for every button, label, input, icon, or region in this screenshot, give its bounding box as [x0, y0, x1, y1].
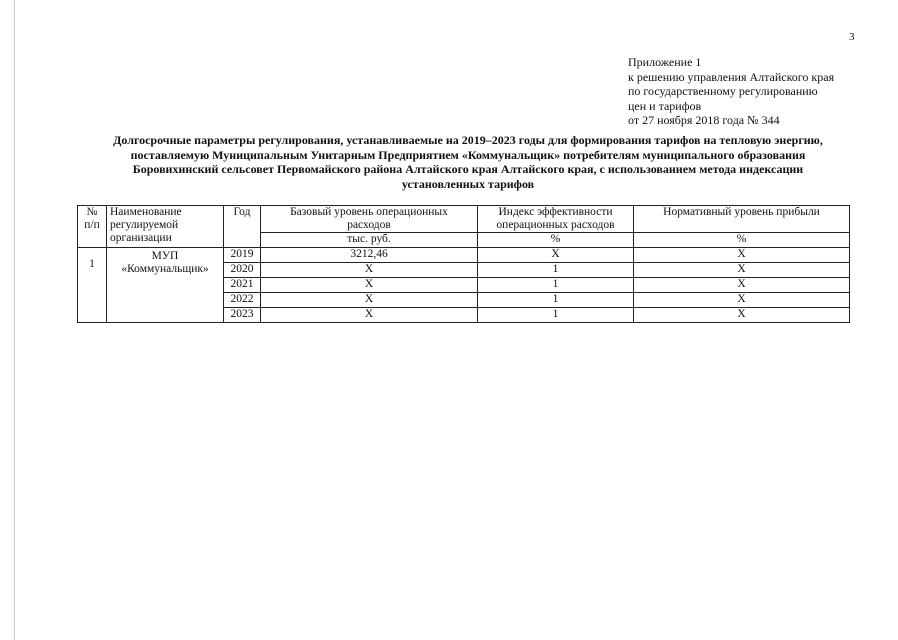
cell-base: Х	[261, 293, 478, 308]
cell-base: 3212,46	[261, 248, 478, 263]
header-num-line: №	[86, 206, 98, 218]
cell-profit: Х	[634, 308, 850, 323]
org-name	[107, 248, 224, 323]
appendix-line: к решению управления Алтайского края	[628, 69, 835, 84]
row-number: 1	[78, 248, 107, 323]
header-org-line: Наименование	[110, 206, 182, 218]
header-base	[261, 206, 478, 233]
header-year: Год	[224, 206, 261, 248]
cell-year: 2022	[224, 293, 261, 308]
header-profit: Нормативный уровень прибыли	[634, 206, 850, 233]
cell-year: 2023	[224, 308, 261, 323]
header-org	[107, 206, 224, 248]
title-line: Долгосрочные параметры регулирования, устанавливаемые на 2019–2023 годы для формирования тарифов на тепловую энергию,	[113, 133, 823, 147]
cell-profit: Х	[634, 263, 850, 278]
cell-index: 1	[478, 263, 634, 278]
header-num-line: п/п	[84, 219, 100, 231]
cell-year: 2019	[224, 248, 261, 263]
cell-index: Х	[478, 248, 634, 263]
org-name-line: «Коммунальщик»	[121, 263, 209, 275]
header-index-line: операционных расходов	[496, 219, 615, 231]
table-header-row	[78, 206, 850, 233]
cell-index: 1	[478, 278, 634, 293]
cell-base: Х	[261, 263, 478, 278]
appendix-line: Приложение 1	[628, 55, 702, 69]
cell-base: Х	[261, 308, 478, 323]
cell-profit: Х	[634, 248, 850, 263]
table-row	[78, 248, 850, 263]
parameters-table	[77, 205, 850, 323]
org-name-line: МУП	[151, 250, 179, 262]
header-index-line: Индекс эффективности	[498, 206, 613, 218]
title-line: поставляемую Муниципальным Унитарным Предприятием «Коммунальщик» потребителям муниципального образования	[130, 147, 806, 162]
cell-index: 1	[478, 308, 634, 323]
header-org-line: организации	[110, 232, 172, 244]
appendix-line: по государственному регулированию	[628, 84, 818, 99]
header-base-line: расходов	[347, 219, 391, 231]
cell-index: 1	[478, 293, 634, 308]
page-margin-line	[14, 0, 15, 640]
page-number: 3	[849, 31, 855, 43]
unit-profit: %	[634, 233, 850, 248]
header-org-line: регулируемой	[110, 219, 179, 231]
cell-year: 2020	[224, 263, 261, 278]
unit-index: %	[478, 233, 634, 248]
appendix-line: от 27 ноября 2018 года № 344	[628, 113, 780, 128]
cell-year: 2021	[224, 278, 261, 293]
appendix-block	[628, 55, 834, 128]
header-base-line: Базовый уровень операционных	[290, 206, 448, 218]
appendix-line: цен и тарифов	[628, 98, 702, 113]
document-title	[78, 133, 858, 191]
cell-profit: Х	[634, 278, 850, 293]
header-index	[478, 206, 634, 233]
cell-profit: Х	[634, 293, 850, 308]
title-line: установленных тарифов	[401, 176, 535, 191]
unit-base: тыс. руб.	[261, 233, 478, 248]
title-line: Боровихинский сельсовет Первомайского района Алтайского края Алтайского края, с использованием метода индексации	[132, 162, 804, 176]
cell-base: Х	[261, 278, 478, 293]
header-num	[78, 206, 107, 248]
